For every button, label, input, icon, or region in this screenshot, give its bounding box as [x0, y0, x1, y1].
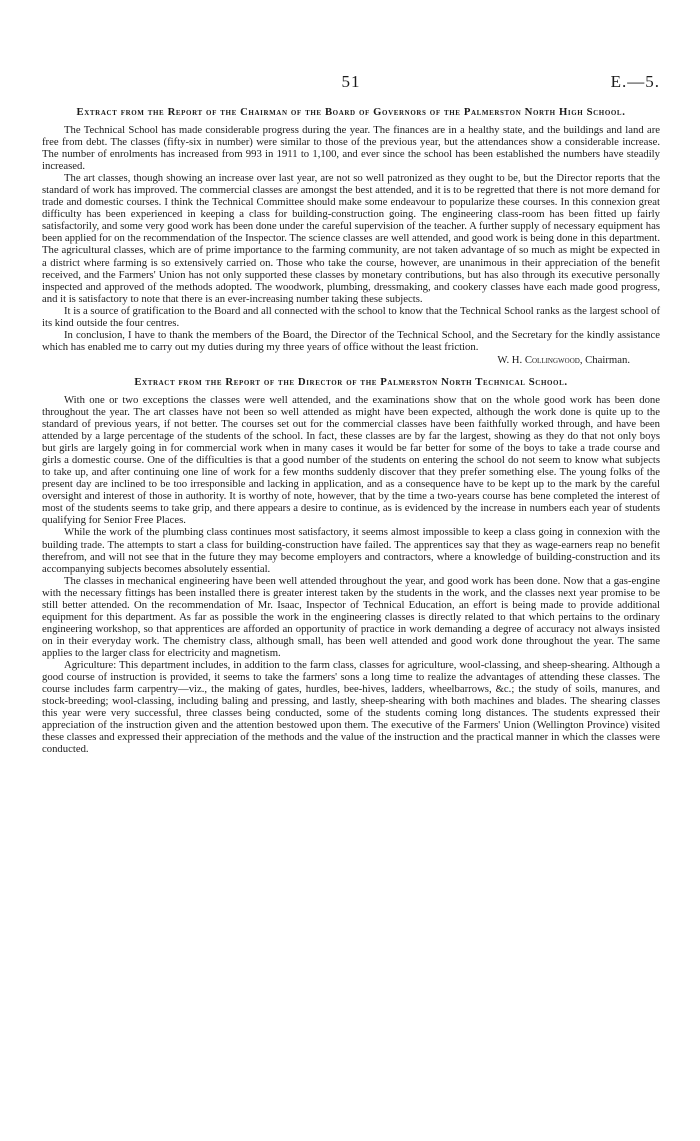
page-number: 51 [341, 72, 361, 91]
signature-title: Chairman. [585, 353, 630, 366]
chairman-paragraph-3: It is a source of gratification to the Board and all connected with the school to know that the Technical School ranks as the largest school of its kind outside the four centres. [42, 304, 661, 329]
chairman-paragraph-2: The art classes, though showing an increase over last year, are not so well patronized as they ought to be, but the Director reports that the standard of work has improved. The commercial classes are amongst the best attended, and it is to be regretted that there is not more demand for trade and domestic courses. I think the Technical Committee should make some endeavour to popularize these courses. In this connexion great difficulty has been experienced in keeping a class for building-construction going. The engineering class-room has been fitted up fairly satisfactorily, and some very good work has been done under the careful supervision of the teacher. A further supply of necessary equipment has been applied for on the recommendation of the Inspector. The science classes are well attended, and good work is being done in this department. The agricultural classes, which are of prime importance to the farming community, are not taken advantage of so much as might be expected in a district where farming is so extensively carried on. Those who take the course, however, are unanimous in their appreciation of the benefit received, and the Farmers' Union has not only supported these classes by monetary contributions, but has also through its executive personally inspected and approved of the methods adopted. The woodwork, plumbing, dressmaking, and cookery classes have each made good progress, and it is satisfactory to note that there is an ever-increasing number taking these subjects. [42, 172, 660, 305]
director-paragraph-4: Agriculture: This department includes, in addition to the farm class, classes for agriculture, wool-classing, and sheep-shearing. Although a good course of instruction is provided, it seems to take the farmers' sons a long time to realize the advantages of attending these classes. The course includes farm carpentry—viz., the making of gates, hurdles, bee-hives, ladders, wheelbarrows, &c.; the study of soils, manures, and stock-breeding; wool-classing, including baling and pressing, and lastly, sheep-shearing with both machines and blades. The shearing classes this year were very successful, three classes being conducted, some of the students coming long distances. The students expressed their appreciation of the instruction given and the attention bestowed upon them. The executive of the Farmers' Union (Wellington Province) visited these classes and expressed their appreciation of the methods and the value of the instruction and the practical manner in which the classes were conducted. [42, 658, 660, 756]
director-report-heading: Extract from the Report of the Director of the Palmerston North Technical School. [134, 375, 568, 388]
chairman-report-extract [42, 106, 660, 366]
director-paragraph-2: While the work of the plumbing class continues most satisfactory, it seems almost impossible to keep a class going in connexion with the building trade. The attempts to start a class for building-construction have failed. The apprentices say that they as wage-earners reap no benefit therefrom, and will not see that in the future they may become employers and contractors, where a knowledge of building-construction and its accompanying subjects becomes absolutely essential. [42, 526, 660, 575]
signature-name: W. H. Collingwood, [497, 353, 583, 366]
page-header [42, 72, 660, 94]
chairman-report-heading: Extract from the Report of the Chairman of the Board of Governors of the Palmerston North High School. [76, 106, 626, 118]
page-content [42, 106, 660, 755]
director-paragraph-3: The classes in mechanical engineering have been well attended throughout the year, and good work has been done. Now that a gas-engine with the necessary fittings has been installed there is greater interest taken by the students in the work, and the classes next year promise to be still better attended. On the recommendation of Mr. Isaac, Inspector of Technical Education, an effort is being made to provide additional equipment for this department. As far as possible the work in the engineering classes is directly related to that which pertains to the ordinary engineering workshop, so that apprentices are afforded an opportunity of practice in work demanding a degree of accuracy not always insisted on in their everyday work. The chemistry class, although small, has been well attended and good work done throughout the year. The same applies to the larger class for electricity and magnetism. [42, 574, 660, 659]
document-reference: E.—5. [610, 72, 660, 91]
chairman-paragraph-1: The Technical School has made considerable progress during the year. The finances are in a healthy state, and the buildings and land are free from debt. The classes (fifty-six in number) were similar to those of the previous year, but the attendances show a considerable increase. The number of enrolments has increased from 993 in 1911 to 1,100, and ever since the school has been established the numbers have steadily increased. [42, 124, 660, 173]
director-paragraph-1: With one or two exceptions the classes were well attended, and the examinations show that on the whole good work has been done throughout the year. The art classes have not been so well attended as might have been expected, although the work done is quite up to the standard of previous years, if not better. The courses set out for the commercial classes have been faithfully worked through, and have been attended by a large percentage of the students of the school. In fact, these classes are by far the largest, showing as they do that not only boys but girls are largely going in for commercial work when in many cases it would be far better for some of the boys to take a trade course and girls a domestic course. One of the difficulties is that a good number of the students on entering the school do not seem to know what subjects to take up, and after continuing one line of work for a few months suddenly discover that they prefer something else. The young folks of the present day are inclined to be too irresponsible and lacking in application, and as a consequence have to be kept up to the mark by the careful oversight and interest of those in authority. It is worthy of note, however, that by the time a two-years course has bene completed the interest of most of the students seems to take grip, and there appears a desire to continue, as is evidenced by the increase in numbers each year of students qualifying for Senior Free Places. [42, 393, 660, 527]
director-report-extract [42, 376, 660, 755]
chairman-paragraph-4: In conclusion, I have to thank the members of the Board, the Director of the Technical School, and the Secretary for the kindly assistance which has enabled me to carry out my duties during my three years of office without the least friction. [42, 328, 660, 353]
chairman-signature [42, 354, 630, 366]
